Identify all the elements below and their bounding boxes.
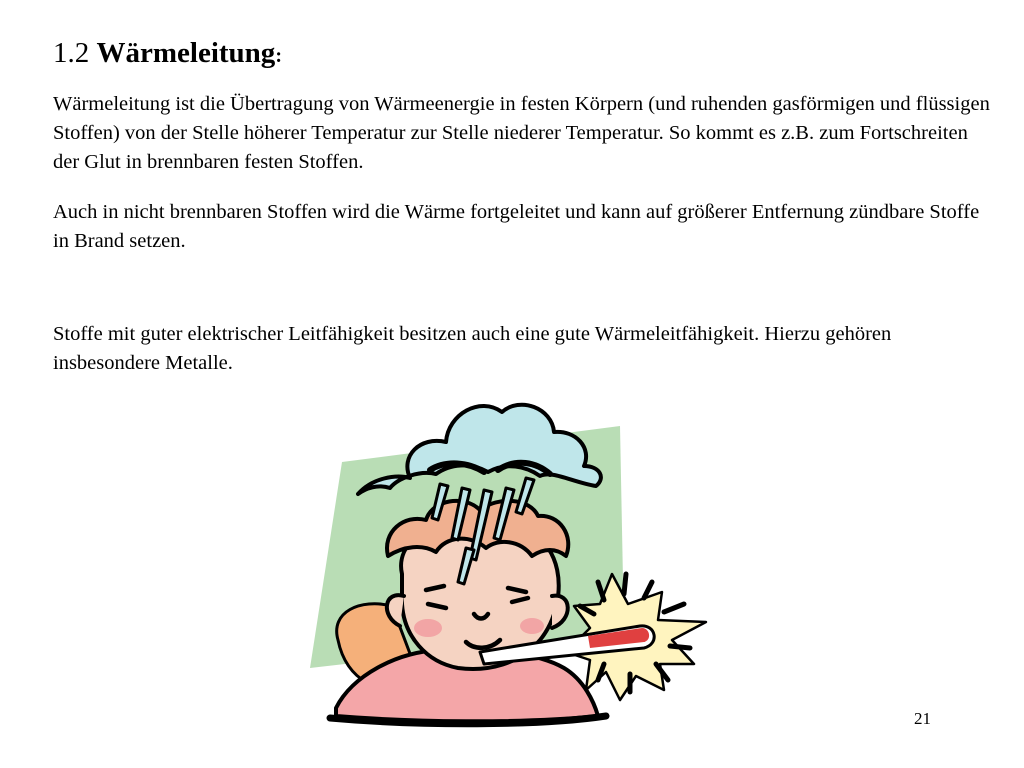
title-colon: : [275, 45, 282, 67]
sick-person-clipart [300, 384, 720, 728]
page-number: 21 [914, 709, 931, 728]
title-number: 1.2 [53, 37, 90, 69]
paragraph-heat-conduction-definition: Wärmeleitung ist die Übertragung von Wärmeenergie in festen Körpern (und ruhenden gasförmigen und flüssigen Stoffen) von der Stelle höherer Temperatur zur Stelle niederer Temperatur. So kommt es z.B. zum Fortschreiten der Glut in brennbaren festen Stoffen. [53, 93, 990, 173]
slide-title [53, 34, 282, 75]
paragraph-conductive-materials: Stoffe mit guter elektrischer Leitfähigkeit besitzen auch eine gute Wärmeleitfähigkeit. Hierzu gehören insbesondere Metalle. [53, 323, 892, 374]
paragraph-non-combustible-materials: Auch in nicht brennbaren Stoffen wird die Wärme fortgeleitet und kann auf größerer Entfernung zündbare Stoffe in Brand setzen. [53, 201, 980, 252]
title-text: Wärmeleitung [96, 37, 276, 69]
